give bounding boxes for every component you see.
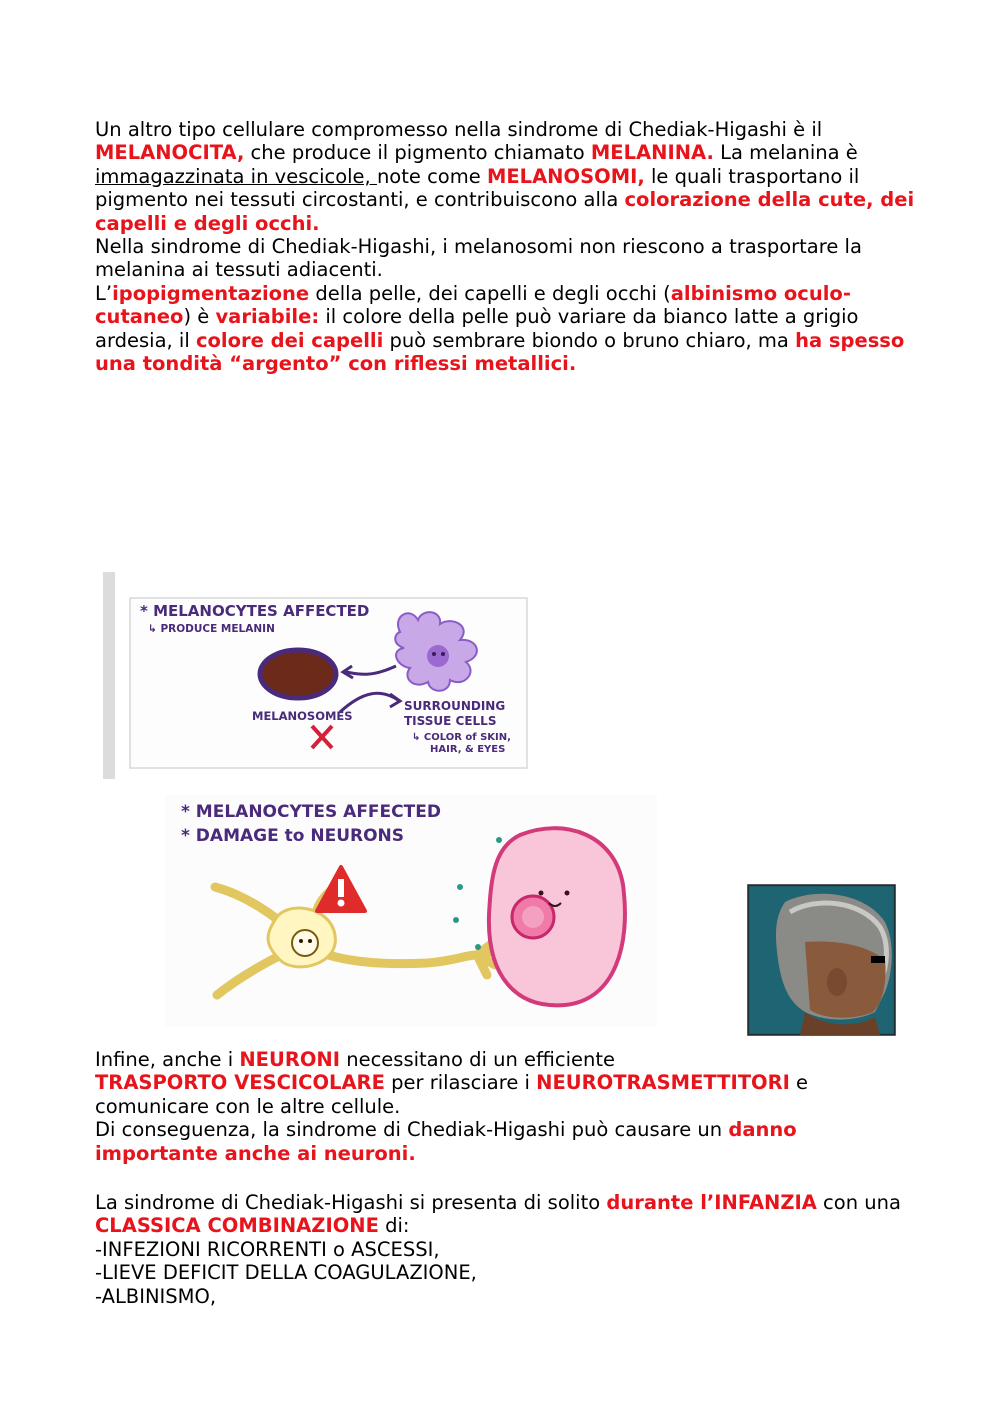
fig2-line1: * MELANOCYTES AFFECTED: [181, 802, 441, 822]
list-item: -ALBINISMO,: [95, 1284, 217, 1308]
melanosome-icon: [260, 650, 336, 698]
list-item: -LIEVE DEFICIT DELLA COAGULAZIONE,: [95, 1261, 477, 1285]
term-danno: danno importante anche ai neuroni.: [95, 1118, 797, 1165]
paragraph-melanosomes-transport: Nella sindrome di Chediak-Higashi, i melanosomi non riescono a trasportare la melanina ai tessuti adiacenti.: [95, 235, 862, 282]
paragraph-presentation: La sindrome di Chediak-Higashi si presenta di solito durante l’INFANZIA con una CLASSICA COMBINAZIONE di: -INFEZIONI RICORRENTI o ASCESSI, -LIEVE DEFICIT DELLA COAGULAZIONE, -ALBINISMO,: [95, 1191, 915, 1308]
fig2-line2: * DAMAGE to NEURONS: [181, 826, 405, 846]
fig1-title: * MELANOCYTES AFFECTED: [140, 602, 370, 620]
term-classica-combinazione: CLASSICA COMBINAZIONE: [95, 1214, 379, 1238]
term-colorazione: colorazione della cute, dei capelli e degli occhi.: [95, 188, 915, 235]
term-infanzia: durante l’INFANZIA: [606, 1191, 817, 1214]
term-neuroni: NEURONI: [239, 1048, 341, 1071]
figure-neurons: [165, 795, 657, 1027]
paragraph-hypopigmentation: L’ipopigmentazione della pelle, dei capelli e degli occhi (albinismo oculo-cutaneo) è variabile: il colore della pelle può variare da bianco latte a grigio ardesia, il colore dei capelli può sembrare biondo o bruno chiaro, ma ha spesso una tondità “argento” con riflessi metallici.: [95, 281, 905, 376]
patient-photo: [745, 882, 900, 1039]
term-trasporto-vescicolare: TRASPORTO VESCICOLARE: [95, 1071, 385, 1095]
svg-text:↳ COLOR of SKIN,: ↳ COLOR of SKIN,: [412, 732, 511, 743]
term-melanocita: MELANOCITA,: [95, 141, 245, 165]
term-melanina: MELANINA.: [590, 141, 714, 165]
fig1-melanosomes-label: MELANOSOMES: [252, 709, 353, 723]
term-melanosomi: MELANOSOMI,: [486, 164, 645, 188]
list-item: -INFEZIONI RICORRENTI o ASCESSI,: [95, 1237, 440, 1261]
paragraph-melanocyte: Un altro tipo cellulare compromesso nella sindrome di Chediak-Higashi è il MELANOCITA, che produce il pigmento chiamato MELANINA. La melanina è immagazzinata in vescicole, note come MELANOSOMI, le quali trasportano il pigmento nei tessuti circostanti, e contribuiscono alla colorazione della cute, dei capelli e degli occhi. Nella sindrome di Chediak-Higashi, i melanosomi non riescono a trasportare la melanina ai tessuti adiacenti. L’ipopigmentazione della pelle, dei capelli e degli occhi (albinismo oculo-cutaneo) è variabile: il colore della pelle può variare da bianco latte a grigio ardesia, il colore dei capelli può sembrare biondo o bruno chiaro, ma ha spesso una tondità “argento” con riflessi metallici.: [95, 118, 915, 376]
figure-melanocytes: [100, 570, 535, 780]
term-neurotrasmettitori: NEUROTRASMETTITORI: [536, 1071, 790, 1095]
svg-text:TISSUE CELLS: TISSUE CELLS: [404, 714, 497, 728]
paragraph-neurons: Infine, anche i NEURONI necessitano di un efficiente TRASPORTO VESCICOLARE per rilasciare i NEUROTRASMETTITORI e comunicare con le altre cellule. Di conseguenza, la sindrome di Chediak-Higashi può causare un danno importante anche ai neuroni.: [95, 1048, 809, 1165]
svg-text:HAIR, & EYES: HAIR, & EYES: [430, 744, 506, 755]
cell-body-icon: [489, 828, 625, 1005]
svg-text:SURROUNDING: SURROUNDING: [404, 699, 506, 713]
fig1-subtitle: ↳ PRODUCE MELANIN: [148, 623, 275, 635]
